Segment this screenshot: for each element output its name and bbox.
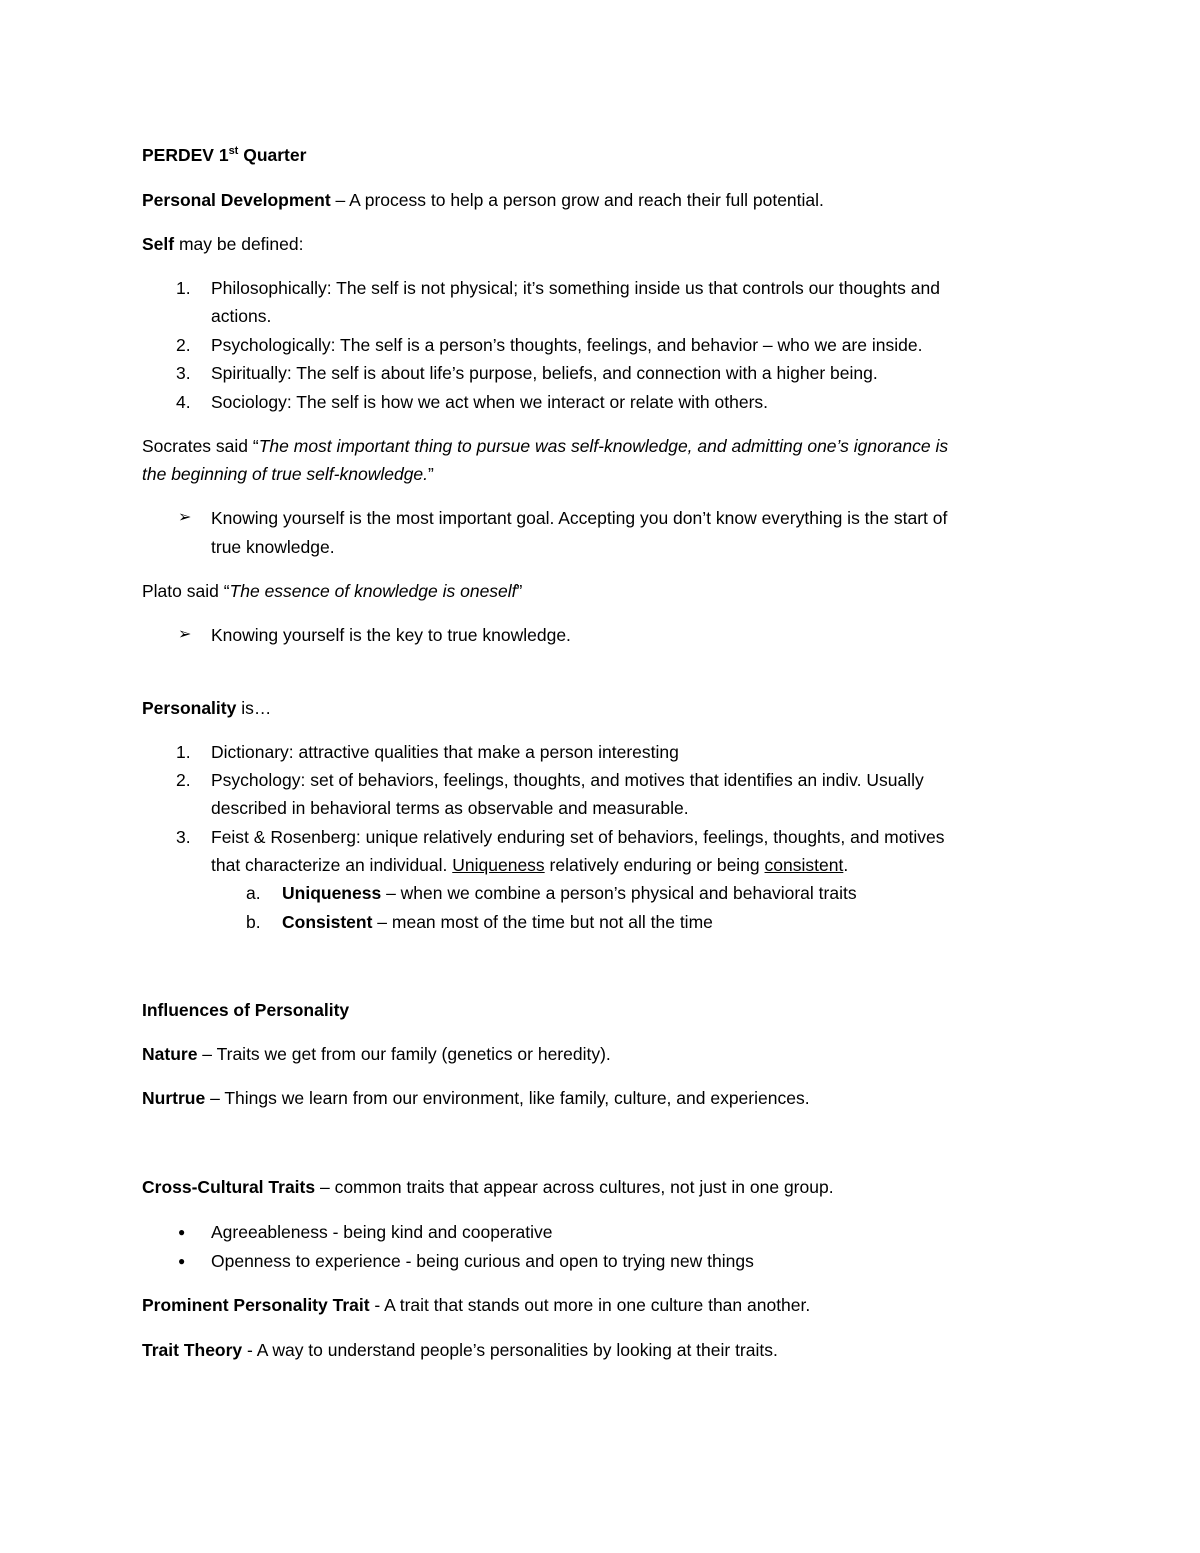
list-number: 2. (176, 335, 191, 355)
arrow-bullet-icon: ➢ (178, 626, 192, 643)
socrates-explanation: Knowing yourself is the most important goal. Accepting you don’t know everything is the start of (211, 508, 948, 528)
sub-list-letter: b. (246, 912, 261, 932)
list-number: 3. (176, 827, 191, 847)
bullet-item: Agreeableness - being kind and cooperative (211, 1222, 553, 1242)
cross-cultural-definition: Cross-Cultural Traits – common traits that appear across cultures, not just in one group. (142, 1177, 834, 1197)
socrates-explanation-continued: true knowledge. (211, 537, 335, 557)
bullet-item: Openness to experience - being curious and open to trying new things (211, 1251, 754, 1271)
list-number: 1. (176, 278, 191, 298)
list-number: 1. (176, 742, 191, 762)
prominent-trait-definition: Prominent Personality Trait - A trait that stands out more in one culture than another. (142, 1295, 811, 1315)
influences-heading: Influences of Personality (142, 1000, 350, 1020)
sub-list-letter: a. (246, 883, 261, 903)
list-item: Sociology: The self is how we act when we interact or relate with others. (211, 392, 769, 412)
plato-explanation: Knowing yourself is the key to true knowledge. (211, 625, 571, 645)
nature-definition: Nature – Traits we get from our family (genetics or heredity). (142, 1044, 611, 1064)
list-item: Dictionary: attractive qualities that make a person interesting (211, 742, 679, 762)
list-item-continued: described in behavioral terms as observable and measurable. (211, 798, 689, 818)
list-item: Psychology: set of behaviors, feelings, thoughts, and motives that identifies an indiv. Usually (211, 770, 924, 790)
list-item: Spiritually: The self is about life’s purpose, beliefs, and connection with a higher being. (211, 363, 878, 383)
sub-list-item: Consistent – mean most of the time but not all the time (282, 912, 713, 932)
list-item-continued: that characterize an individual. Uniqueness relatively enduring or being consistent. (211, 855, 849, 875)
socrates-quote: Socrates said “The most important thing to pursue was self-knowledge, and admitting one’s ignorance is (142, 436, 949, 456)
list-number: 4. (176, 392, 191, 412)
page-title: PERDEV 1st Quarter (142, 145, 307, 165)
list-item: Feist & Rosenberg: unique relatively enduring set of behaviors, feelings, thoughts, and motives (211, 827, 945, 847)
sub-list-item: Uniqueness – when we combine a person’s physical and behavioral traits (282, 883, 857, 903)
list-item: Philosophically: The self is not physical; it’s something inside us that controls our thoughts and (211, 278, 940, 298)
nurture-definition: Nurtrue – Things we learn from our environment, like family, culture, and experiences. (142, 1088, 810, 1108)
bullet-dot-icon: ● (178, 1225, 186, 1239)
list-item: Psychologically: The self is a person’s thoughts, feelings, and behavior – who we are inside. (211, 335, 923, 355)
trait-theory-definition: Trait Theory - A way to understand people’s personalities by looking at their traits. (142, 1340, 778, 1360)
personality-intro: Personality is… (142, 698, 272, 718)
socrates-quote-continued: the beginning of true self-knowledge.” (142, 464, 434, 484)
list-number: 2. (176, 770, 191, 790)
bullet-dot-icon: ● (178, 1254, 186, 1268)
self-intro: Self may be defined: (142, 234, 304, 254)
personal-development-definition: Personal Development – A process to help a person grow and reach their full potential. (142, 190, 824, 210)
list-number: 3. (176, 363, 191, 383)
arrow-bullet-icon: ➢ (178, 509, 192, 526)
plato-quote: Plato said “The essence of knowledge is oneself” (142, 581, 523, 601)
list-item-continued: actions. (211, 306, 272, 326)
